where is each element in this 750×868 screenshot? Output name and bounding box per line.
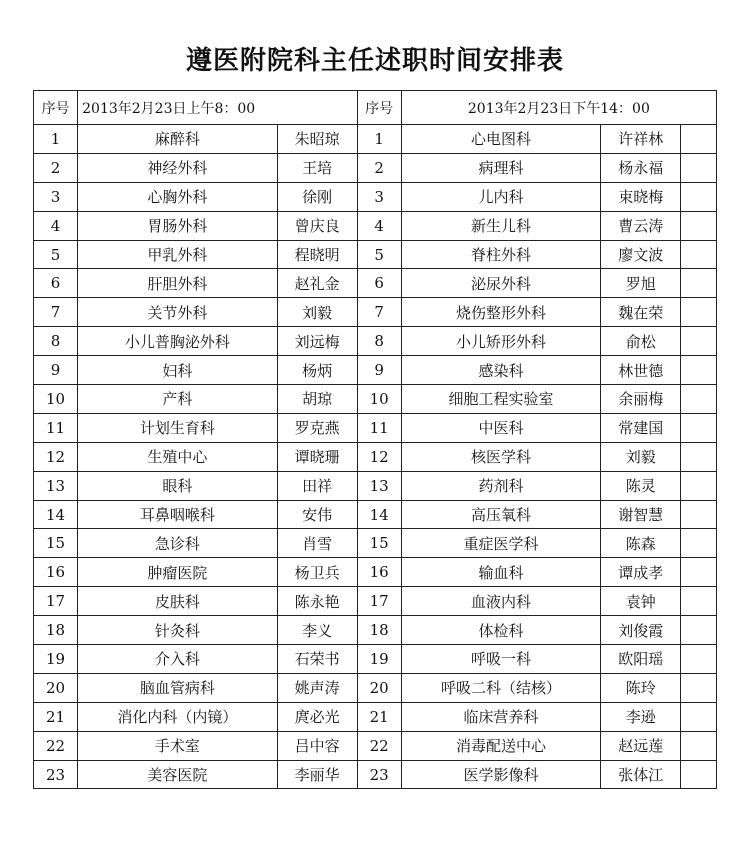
afternoon-dept: 烧伤整形外科 <box>401 298 601 327</box>
afternoon-name: 陈森 <box>601 529 681 558</box>
morning-no: 8 <box>34 327 78 356</box>
table-row <box>34 558 717 587</box>
blank-cell <box>681 471 717 500</box>
afternoon-dept: 新生儿科 <box>401 211 601 240</box>
afternoon-no: 18 <box>357 616 401 645</box>
afternoon-no: 9 <box>357 356 401 385</box>
blank-cell <box>681 240 717 269</box>
afternoon-name: 袁钟 <box>601 587 681 616</box>
afternoon-dept: 体检科 <box>401 616 601 645</box>
afternoon-dept: 核医学科 <box>401 442 601 471</box>
afternoon-dept: 细胞工程实验室 <box>401 385 601 414</box>
afternoon-no: 10 <box>357 385 401 414</box>
blank-cell <box>681 211 717 240</box>
blank-cell <box>681 125 717 154</box>
table-row <box>34 529 717 558</box>
afternoon-no: 11 <box>357 413 401 442</box>
morning-dept: 肿瘤医院 <box>78 558 278 587</box>
afternoon-no: 4 <box>357 211 401 240</box>
afternoon-dept: 药剂科 <box>401 471 601 500</box>
afternoon-name: 常建国 <box>601 413 681 442</box>
blank-cell <box>681 760 717 789</box>
morning-name: 刘毅 <box>277 298 357 327</box>
table-row <box>34 702 717 731</box>
table-row <box>34 645 717 674</box>
morning-name: 罗克燕 <box>277 413 357 442</box>
morning-dept: 生殖中心 <box>78 442 278 471</box>
morning-no: 19 <box>34 645 78 674</box>
table-row <box>34 269 717 298</box>
afternoon-dept: 重症医学科 <box>401 529 601 558</box>
table-row <box>34 385 717 414</box>
afternoon-dept: 输血科 <box>401 558 601 587</box>
morning-dept: 肝胆外科 <box>78 269 278 298</box>
afternoon-dept: 病理科 <box>401 153 601 182</box>
blank-cell <box>681 587 717 616</box>
morning-name: 庹必光 <box>277 702 357 731</box>
afternoon-dept: 医学影像科 <box>401 760 601 789</box>
morning-dept: 心胸外科 <box>78 182 278 211</box>
morning-name: 王培 <box>277 153 357 182</box>
blank-cell <box>681 327 717 356</box>
afternoon-name: 陈玲 <box>601 673 681 702</box>
morning-name: 陈永艳 <box>277 587 357 616</box>
morning-name: 杨卫兵 <box>277 558 357 587</box>
morning-no: 15 <box>34 529 78 558</box>
morning-dept: 手术室 <box>78 731 278 760</box>
schedule-table <box>33 90 717 789</box>
blank-cell <box>681 558 717 587</box>
afternoon-dept: 消毒配送中心 <box>401 731 601 760</box>
morning-name: 肖雪 <box>277 529 357 558</box>
header-row <box>34 91 717 125</box>
afternoon-no: 13 <box>357 471 401 500</box>
afternoon-no: 7 <box>357 298 401 327</box>
afternoon-name: 余丽梅 <box>601 385 681 414</box>
afternoon-no: 3 <box>357 182 401 211</box>
morning-no: 7 <box>34 298 78 327</box>
morning-dept: 胃肠外科 <box>78 211 278 240</box>
morning-no: 1 <box>34 125 78 154</box>
morning-name: 田祥 <box>277 471 357 500</box>
page-title: 遵医附院科主任述职时间安排表 <box>185 46 564 76</box>
morning-no: 3 <box>34 182 78 211</box>
afternoon-name: 谭成孝 <box>601 558 681 587</box>
table-row <box>34 211 717 240</box>
afternoon-dept: 中医科 <box>401 413 601 442</box>
morning-name: 李义 <box>277 616 357 645</box>
afternoon-no: 2 <box>357 153 401 182</box>
afternoon-name: 许祥林 <box>601 125 681 154</box>
afternoon-no: 17 <box>357 587 401 616</box>
morning-time-header: 2013年2月23日上午8：00 <box>78 91 357 125</box>
table-row <box>34 240 717 269</box>
afternoon-dept: 心电图科 <box>401 125 601 154</box>
blank-cell <box>681 731 717 760</box>
morning-no: 10 <box>34 385 78 414</box>
blank-cell <box>681 153 717 182</box>
morning-dept: 关节外科 <box>78 298 278 327</box>
morning-dept: 神经外科 <box>78 153 278 182</box>
morning-name: 吕中容 <box>277 731 357 760</box>
table-row <box>34 298 717 327</box>
morning-name: 朱昭琼 <box>277 125 357 154</box>
morning-name: 曾庆良 <box>277 211 357 240</box>
blank-cell <box>681 645 717 674</box>
afternoon-time-header: 2013年2月23日下午14：00 <box>401 91 716 125</box>
afternoon-dept: 脊柱外科 <box>401 240 601 269</box>
morning-dept: 介入科 <box>78 645 278 674</box>
blank-cell <box>681 529 717 558</box>
morning-no: 2 <box>34 153 78 182</box>
morning-no: 22 <box>34 731 78 760</box>
afternoon-no: 12 <box>357 442 401 471</box>
afternoon-name: 束晓梅 <box>601 182 681 211</box>
morning-dept: 计划生育科 <box>78 413 278 442</box>
morning-name: 胡琼 <box>277 385 357 414</box>
table-row <box>34 153 717 182</box>
morning-name: 赵礼金 <box>277 269 357 298</box>
afternoon-no: 20 <box>357 673 401 702</box>
morning-no: 21 <box>34 702 78 731</box>
table-row <box>34 356 717 385</box>
afternoon-dept: 临床营养科 <box>401 702 601 731</box>
afternoon-no: 22 <box>357 731 401 760</box>
afternoon-no: 6 <box>357 269 401 298</box>
afternoon-name: 谢智慧 <box>601 500 681 529</box>
morning-name: 李丽华 <box>277 760 357 789</box>
afternoon-name: 欧阳瑶 <box>601 645 681 674</box>
afternoon-dept: 儿内科 <box>401 182 601 211</box>
afternoon-no: 1 <box>357 125 401 154</box>
morning-dept: 针灸科 <box>78 616 278 645</box>
afternoon-no: 8 <box>357 327 401 356</box>
table-row <box>34 500 717 529</box>
morning-dept: 麻醉科 <box>78 125 278 154</box>
morning-no: 9 <box>34 356 78 385</box>
afternoon-dept: 小儿矫形外科 <box>401 327 601 356</box>
afternoon-name: 杨永福 <box>601 153 681 182</box>
morning-no: 4 <box>34 211 78 240</box>
table-row <box>34 413 717 442</box>
morning-dept: 眼科 <box>78 471 278 500</box>
blank-cell <box>681 385 717 414</box>
table-row <box>34 587 717 616</box>
blank-cell <box>681 702 717 731</box>
morning-no: 17 <box>34 587 78 616</box>
afternoon-name: 陈灵 <box>601 471 681 500</box>
afternoon-name: 廖文波 <box>601 240 681 269</box>
afternoon-no: 21 <box>357 702 401 731</box>
table-row <box>34 616 717 645</box>
afternoon-dept: 呼吸二科（结核） <box>401 673 601 702</box>
morning-dept: 妇科 <box>78 356 278 385</box>
afternoon-no: 15 <box>357 529 401 558</box>
morning-dept: 甲乳外科 <box>78 240 278 269</box>
morning-name: 石荣书 <box>277 645 357 674</box>
afternoon-no: 23 <box>357 760 401 789</box>
morning-no: 16 <box>34 558 78 587</box>
afternoon-dept: 感染科 <box>401 356 601 385</box>
table-row <box>34 442 717 471</box>
table-row <box>34 125 717 154</box>
afternoon-name: 李逊 <box>601 702 681 731</box>
afternoon-name: 赵远莲 <box>601 731 681 760</box>
morning-name: 徐刚 <box>277 182 357 211</box>
blank-cell <box>681 500 717 529</box>
morning-name: 程晓明 <box>277 240 357 269</box>
morning-dept: 皮肤科 <box>78 587 278 616</box>
blank-cell <box>681 182 717 211</box>
seq-header-right: 序号 <box>357 91 401 125</box>
morning-dept: 小儿普胸泌外科 <box>78 327 278 356</box>
afternoon-name: 刘毅 <box>601 442 681 471</box>
morning-name: 姚声涛 <box>277 673 357 702</box>
morning-name: 谭晓珊 <box>277 442 357 471</box>
morning-no: 6 <box>34 269 78 298</box>
blank-cell <box>681 413 717 442</box>
afternoon-dept: 血液内科 <box>401 587 601 616</box>
table-row <box>34 471 717 500</box>
table-row <box>34 182 717 211</box>
morning-dept: 产科 <box>78 385 278 414</box>
afternoon-name: 曹云涛 <box>601 211 681 240</box>
morning-dept: 急诊科 <box>78 529 278 558</box>
table-row <box>34 327 717 356</box>
blank-cell <box>681 356 717 385</box>
blank-cell <box>681 269 717 298</box>
table-row <box>34 731 717 760</box>
afternoon-no: 14 <box>357 500 401 529</box>
afternoon-no: 16 <box>357 558 401 587</box>
morning-name: 刘远梅 <box>277 327 357 356</box>
seq-header-left: 序号 <box>34 91 78 125</box>
afternoon-no: 5 <box>357 240 401 269</box>
afternoon-name: 刘俊霞 <box>601 616 681 645</box>
afternoon-name: 俞松 <box>601 327 681 356</box>
schedule-body <box>34 91 717 789</box>
afternoon-dept: 高压氧科 <box>401 500 601 529</box>
blank-cell <box>681 673 717 702</box>
morning-no: 12 <box>34 442 78 471</box>
morning-dept: 脑血管病科 <box>78 673 278 702</box>
morning-dept: 美容医院 <box>78 760 278 789</box>
table-row <box>34 673 717 702</box>
morning-no: 23 <box>34 760 78 789</box>
blank-cell <box>681 298 717 327</box>
table-row <box>34 760 717 789</box>
afternoon-name: 林世德 <box>601 356 681 385</box>
afternoon-no: 19 <box>357 645 401 674</box>
morning-no: 11 <box>34 413 78 442</box>
afternoon-name: 张体江 <box>601 760 681 789</box>
morning-name: 安伟 <box>277 500 357 529</box>
morning-name: 杨炳 <box>277 356 357 385</box>
morning-dept: 消化内科（内镜） <box>78 702 278 731</box>
afternoon-name: 罗旭 <box>601 269 681 298</box>
morning-no: 20 <box>34 673 78 702</box>
morning-no: 18 <box>34 616 78 645</box>
blank-cell <box>681 442 717 471</box>
morning-no: 5 <box>34 240 78 269</box>
blank-cell <box>681 616 717 645</box>
morning-dept: 耳鼻咽喉科 <box>78 500 278 529</box>
afternoon-dept: 泌尿外科 <box>401 269 601 298</box>
afternoon-dept: 呼吸一科 <box>401 645 601 674</box>
morning-no: 13 <box>34 471 78 500</box>
afternoon-name: 魏在荣 <box>601 298 681 327</box>
morning-no: 14 <box>34 500 78 529</box>
